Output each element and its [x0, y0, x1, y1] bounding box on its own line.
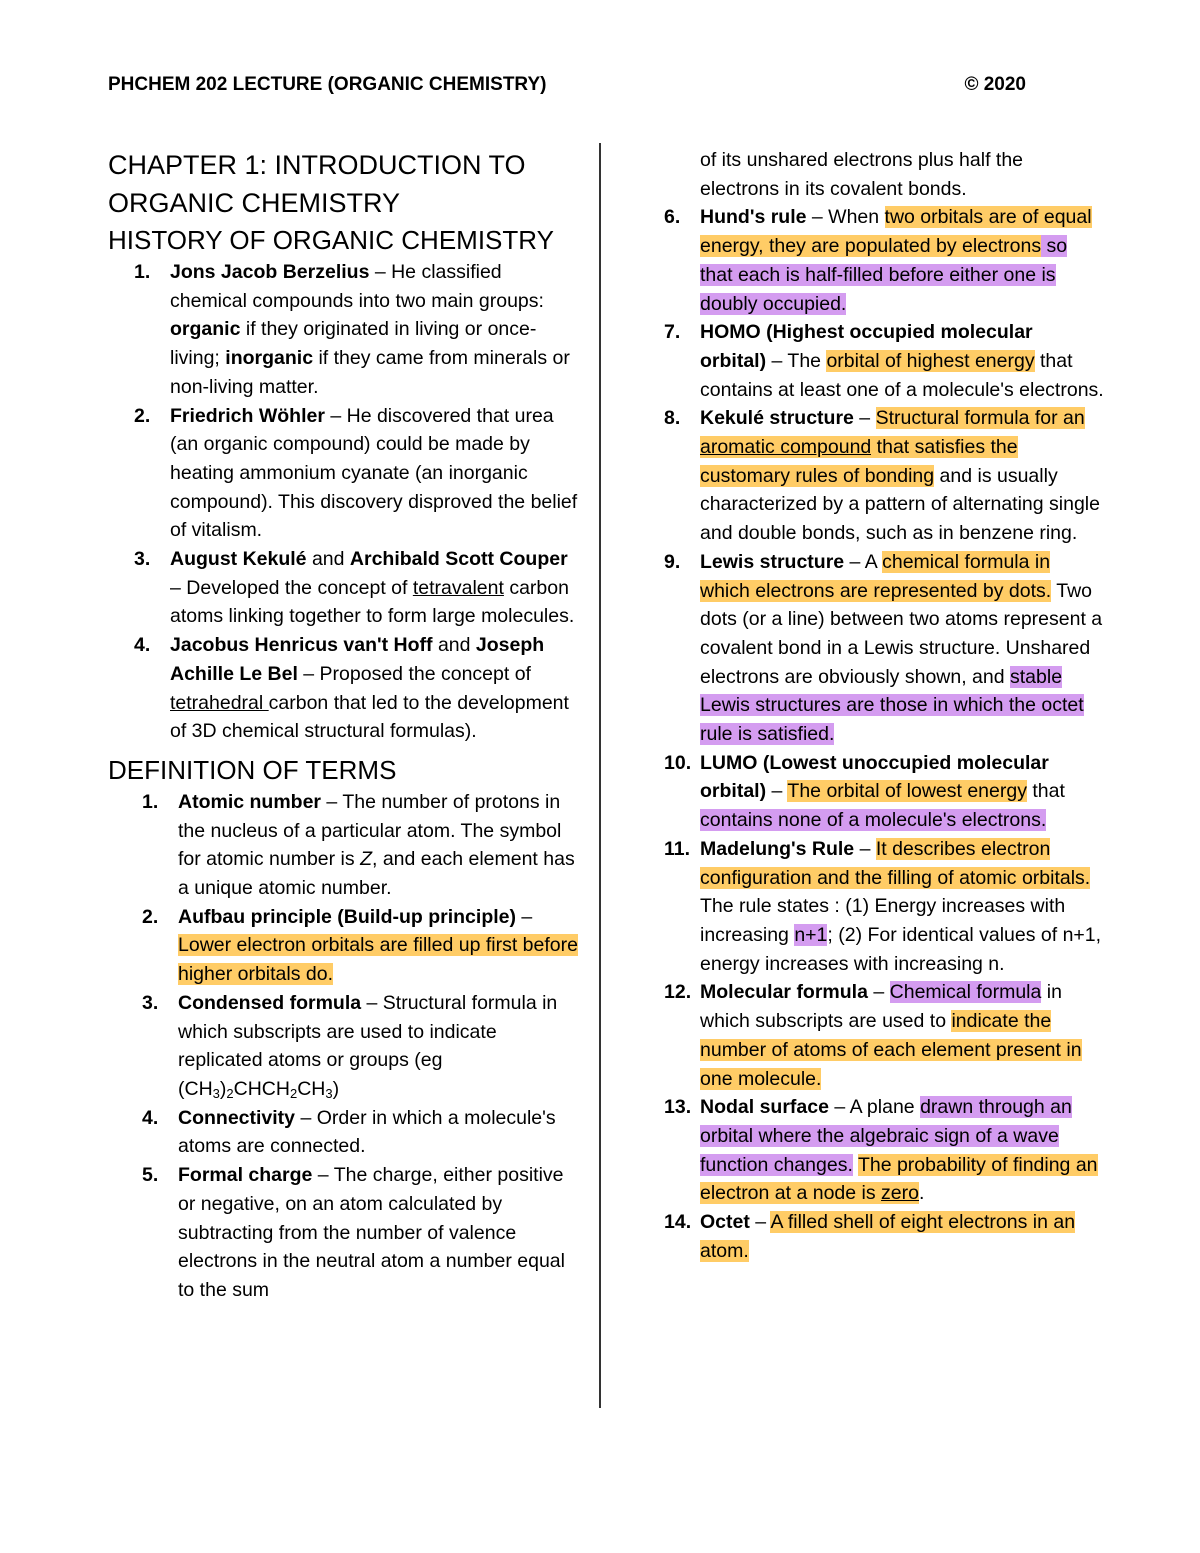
item-text: ; (2) For identical values of n+1, energy increases with increasing n. [700, 923, 1102, 975]
chapter-title-line1: CHAPTER 1: INTRODUCTION TO [108, 150, 526, 180]
highlight-purple: drawn through an orbital where the algebraic sign of a wave function changes. [700, 1096, 1072, 1176]
item-text: – [766, 780, 788, 803]
list-item [108, 1161, 578, 1305]
item-number: 8. [664, 407, 681, 430]
item-text: CH [297, 1077, 326, 1100]
list-item [108, 1104, 578, 1161]
list-item [108, 631, 578, 746]
list-item [108, 258, 578, 402]
item-text: – He classified chemical compounds into two main groups: [170, 261, 544, 312]
column-divider [599, 143, 601, 1408]
subscript: 3 [212, 1085, 220, 1101]
highlight-yellow: orbital of highest energy [826, 349, 1035, 372]
highlight-yellow: It describes electron configuration and the filling of atomic orbitals. [700, 837, 1091, 889]
item-term: LUMO (Lowest unoccupied molecular orbital) [700, 751, 1049, 803]
highlight-yellow: Structural formula for an [875, 407, 1085, 430]
item-number: 4. [142, 1106, 159, 1129]
item-text: carbon that led to the development of 3D chemical structural formulas). [170, 691, 569, 743]
item-term: Jacobus Henricus van't Hoff [170, 634, 433, 657]
item-term: Octet [700, 1211, 750, 1234]
definitions-list [108, 788, 578, 1305]
list-item [108, 788, 578, 903]
item-italic: Z [360, 848, 372, 871]
item-number: 4. [134, 634, 151, 657]
continued-text: of its unshared electrons plus half the electrons in its covalent bonds. [700, 149, 1024, 200]
item-number: 14. [664, 1211, 692, 1234]
item-text: – Proposed the concept of [297, 662, 531, 685]
definitions-list-continued [664, 203, 1104, 1265]
list-item [108, 402, 578, 546]
list-item [664, 749, 1104, 835]
highlight-yellow: The orbital of lowest energy [787, 780, 1027, 803]
list-item [664, 203, 1104, 318]
item-text: and [432, 634, 476, 657]
item-number: 3. [142, 991, 159, 1014]
history-heading: HISTORY OF ORGANIC CHEMISTRY [108, 225, 554, 255]
item-text: – He discovered that urea (an organic compound) could be made by heating ammonium cyanate (an inorganic compound). This discovery disproved the belief of vitalism. [170, 404, 578, 542]
subscript: 2 [226, 1085, 234, 1101]
item-term: Formal charge [178, 1164, 313, 1187]
item-text: – When [806, 206, 885, 229]
item-term: Nodal surface [700, 1096, 829, 1119]
item-number: 5. [142, 1164, 159, 1187]
list-item [664, 404, 1104, 548]
history-list [108, 258, 578, 746]
item-term: Jons Jacob Berzelius [170, 261, 370, 283]
item-text: – Developed the concept of [170, 576, 413, 599]
highlight-purple: contains none of a molecule's electrons. [700, 809, 1047, 832]
list-item [664, 1093, 1104, 1208]
list-item [108, 903, 578, 989]
item-text: that [1026, 780, 1065, 803]
item-text: – The number of protons in the nucleus of a particular atom. The symbol for atomic number is [178, 790, 562, 871]
item-text: ) [332, 1077, 340, 1100]
list-item [664, 835, 1104, 979]
item-text: – [853, 407, 876, 430]
highlight-purple: stable Lewis structures are those in which the octet rule is satisfied. [700, 665, 1084, 746]
highlight-purple: n+1 [794, 923, 828, 946]
list-item [108, 545, 578, 631]
left-column [108, 146, 578, 1305]
chapter-title-line2: ORGANIC CHEMISTRY [108, 188, 401, 218]
highlight-yellow: chemical formula in which electrons are represented by dots. [700, 550, 1052, 602]
item-term: Molecular formula [700, 981, 868, 1004]
item-bold: inorganic [225, 347, 314, 370]
list-item [664, 318, 1104, 404]
item-text: – A plane [828, 1096, 921, 1119]
highlight-purple: Chemical formula [889, 981, 1042, 1004]
item-text: – [749, 1211, 771, 1234]
item-number: 12. [664, 981, 692, 1004]
item-text: ) [219, 1077, 227, 1100]
definitions-heading: DEFINITION OF TERMS [108, 754, 397, 785]
item-text: Two dots (or a line) between two atoms represent a covalent bond in a Lewis structure. Unshared electrons are obviously shown, and [700, 579, 1103, 688]
item-text: The rule states : (1) Energy increases with increasing [700, 895, 1066, 946]
item-number: 1. [142, 790, 159, 813]
item-text: – The [766, 349, 827, 372]
item-number: 3. [134, 548, 151, 571]
copyright: © 2020 [964, 74, 1026, 95]
item-number: 9. [664, 550, 681, 573]
item-text: CHCH [233, 1077, 290, 1100]
highlight-yellow-underlined: zero [881, 1182, 919, 1205]
item-bold: organic [170, 318, 241, 341]
list-item [664, 978, 1104, 1093]
item-term: August Kekulé [170, 548, 307, 571]
list-item [664, 1208, 1104, 1265]
item-text: and [306, 548, 350, 571]
item-number: 11. [664, 837, 691, 860]
item-term: Joseph Achille Le Bel [170, 634, 545, 685]
item-text: carbon atoms linking together to form large molecules. [170, 576, 575, 628]
item-term: Madelung's Rule [700, 837, 855, 860]
item-number: 13. [664, 1096, 692, 1119]
subscript: 3 [325, 1085, 333, 1101]
item-text: – A [844, 550, 883, 573]
item-text: – [867, 981, 890, 1004]
highlight-yellow: A filled shell of eight electrons in an atom. [700, 1211, 1076, 1262]
highlight-yellow: that satisfies the customary rules of bonding [700, 436, 1018, 487]
highlight-yellow: The probability of finding an electron at a node is [700, 1153, 1098, 1205]
item-text: – [515, 905, 533, 928]
highlight-yellow: indicate the number of atoms of each element present in one molecule. [700, 1010, 1082, 1090]
highlight-yellow: two orbitals are of equal energy, they are populated by electrons [700, 206, 1092, 258]
item-text: – The charge, either positive or negative, on an atom calculated by subtracting from the number of valence electrons in the neutral atom a number equal to the sum [178, 1164, 565, 1301]
item-term: Condensed formula [178, 991, 362, 1014]
item-text: and is usually characterized by a pattern of alternating single and double bonds, such as in benzene ring. [700, 464, 1100, 545]
item-text: , and each element has a unique atomic number. [178, 848, 575, 900]
item-text: . [918, 1182, 925, 1205]
item-text: – Order in which a molecule's atoms are connected. [178, 1106, 556, 1158]
item-number: 6. [664, 206, 681, 229]
item-text: if they originated in living or once-living; [170, 318, 537, 370]
item-term: Hund's rule [700, 206, 807, 229]
item-number: 2. [134, 404, 151, 427]
item-text: in which subscripts are used to [700, 981, 1062, 1033]
item-number: 1. [134, 261, 151, 283]
highlight-yellow-underlined: aromatic compound [700, 436, 872, 459]
item-term: Friedrich Wöhler [170, 404, 325, 427]
item-text: – [854, 837, 876, 860]
item-underline: tetrahedral [170, 691, 269, 714]
item-term: Lewis structure [700, 550, 845, 573]
item-term: Aufbau principle (Build-up principle) [178, 905, 516, 928]
item-number: 10. [664, 751, 692, 774]
item-number: 7. [664, 321, 681, 344]
item-term: Archibald Scott Couper [349, 548, 568, 571]
item-underline: tetravalent [412, 576, 504, 599]
list-item [108, 989, 578, 1104]
subscript: 2 [289, 1085, 298, 1101]
item-text: that contains at least one of a molecule's electrons. [700, 349, 1104, 401]
highlight-yellow: Lower electron orbitals are filled up first before higher orbitals do. [178, 934, 578, 986]
item-number: 2. [142, 905, 159, 928]
list-item [664, 548, 1104, 749]
right-column [664, 146, 1104, 1265]
item-term: Connectivity [178, 1106, 296, 1129]
item-text: – Structural formula in which subscripts are used to indicate replicated atoms or groups (eg (CH [178, 991, 558, 1100]
item-text: if they came from minerals or non-living matter. [170, 347, 570, 398]
highlight-purple: so that each is half-filled before either one is doubly occupied. [700, 235, 1068, 315]
item-term: Kekulé structure [700, 407, 854, 430]
item-term: Atomic number [178, 790, 322, 813]
item-term: HOMO (Highest occupied molecular orbital) [700, 321, 1033, 372]
course-title: PHCHEM 202 LECTURE (ORGANIC CHEMISTRY) [108, 74, 547, 95]
